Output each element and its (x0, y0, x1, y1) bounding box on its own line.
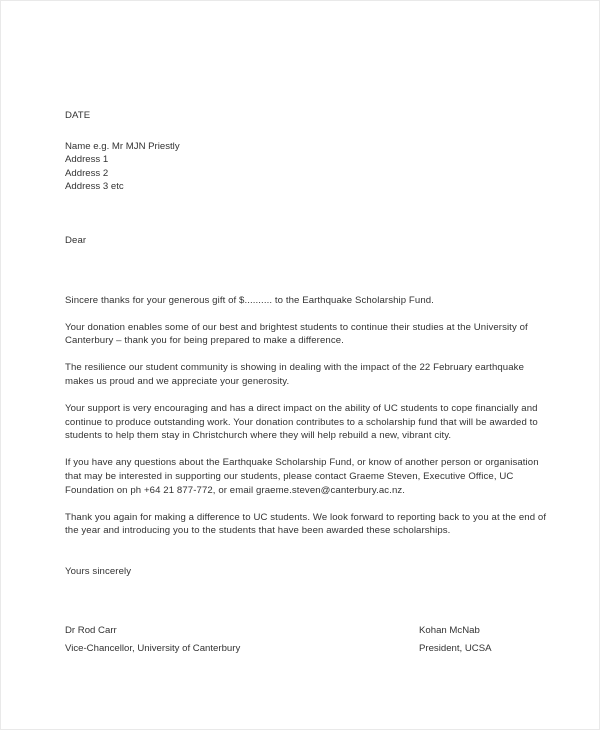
spacer-before-closing (65, 538, 547, 565)
letter-body (65, 109, 547, 655)
body-paragraph-2: Your donation enables some of our best and brightest students to continue their studies at the University of Canterbury – thank you for being prepared to make a difference. (65, 321, 528, 347)
signatory-left-title: Vice-Chancellor, University of Canterbury (65, 643, 241, 655)
signatory-right-title: President, UCSA (419, 643, 492, 655)
body-paragraph-3: The resilience our student community is showing in dealing with the impact of the 22 February earthquake makes us proud and we appreciate your generosity. (65, 362, 524, 387)
signatory-left-name: Dr Rod Carr (65, 625, 117, 637)
spacer-before-salutation (65, 194, 547, 234)
signatory-right-name: Kohan McNab (419, 625, 480, 637)
date-placeholder: DATE (65, 110, 91, 121)
recipient-address-line-2: Address 2 (65, 167, 109, 179)
signatory-right (419, 622, 492, 658)
signature-space (65, 578, 547, 622)
salutation: Dear (65, 234, 87, 246)
recipient-address-line-3: Address 3 etc (65, 181, 124, 193)
recipient-name-line: Name e.g. Mr MJN Priestly (65, 140, 180, 152)
recipient-address-line-1: Address 1 (65, 154, 109, 166)
body-paragraph-1: Sincere thanks for your generous gift of $.......... to the Earthquake Scholarship Fund. (65, 294, 434, 306)
spacer-after-date (65, 123, 547, 140)
spacer-after-salutation (65, 248, 547, 294)
body-paragraph-6: Thank you again for making a difference to UC students. We look forward to reporting back to you at the end of the year and introducing you to the students that have been awarded these scholarships. (65, 511, 547, 537)
recipient-address-block (65, 140, 547, 194)
body-paragraph-4: Your support is very encouraging and has a direct impact on the ability of UC students to cope financially and continue to produce outstanding work. Your donation contributes to a scholarship fund that will be awarded to students to help them stay in Christchurch where they will help rebuild a new, vibrant city. (65, 403, 538, 442)
signatory-left (65, 622, 240, 658)
closing-salutation: Yours sincerely (65, 565, 132, 577)
body-paragraph-5: If you have any questions about the Earthquake Scholarship Fund, or know of another person or organisation that may be interested in supporting our students, please contact Graeme Steven, Executive Office, UC Foundation on ph +64 21 877-772, or email graeme.steven@canterbury.ac.nz. (65, 457, 539, 496)
